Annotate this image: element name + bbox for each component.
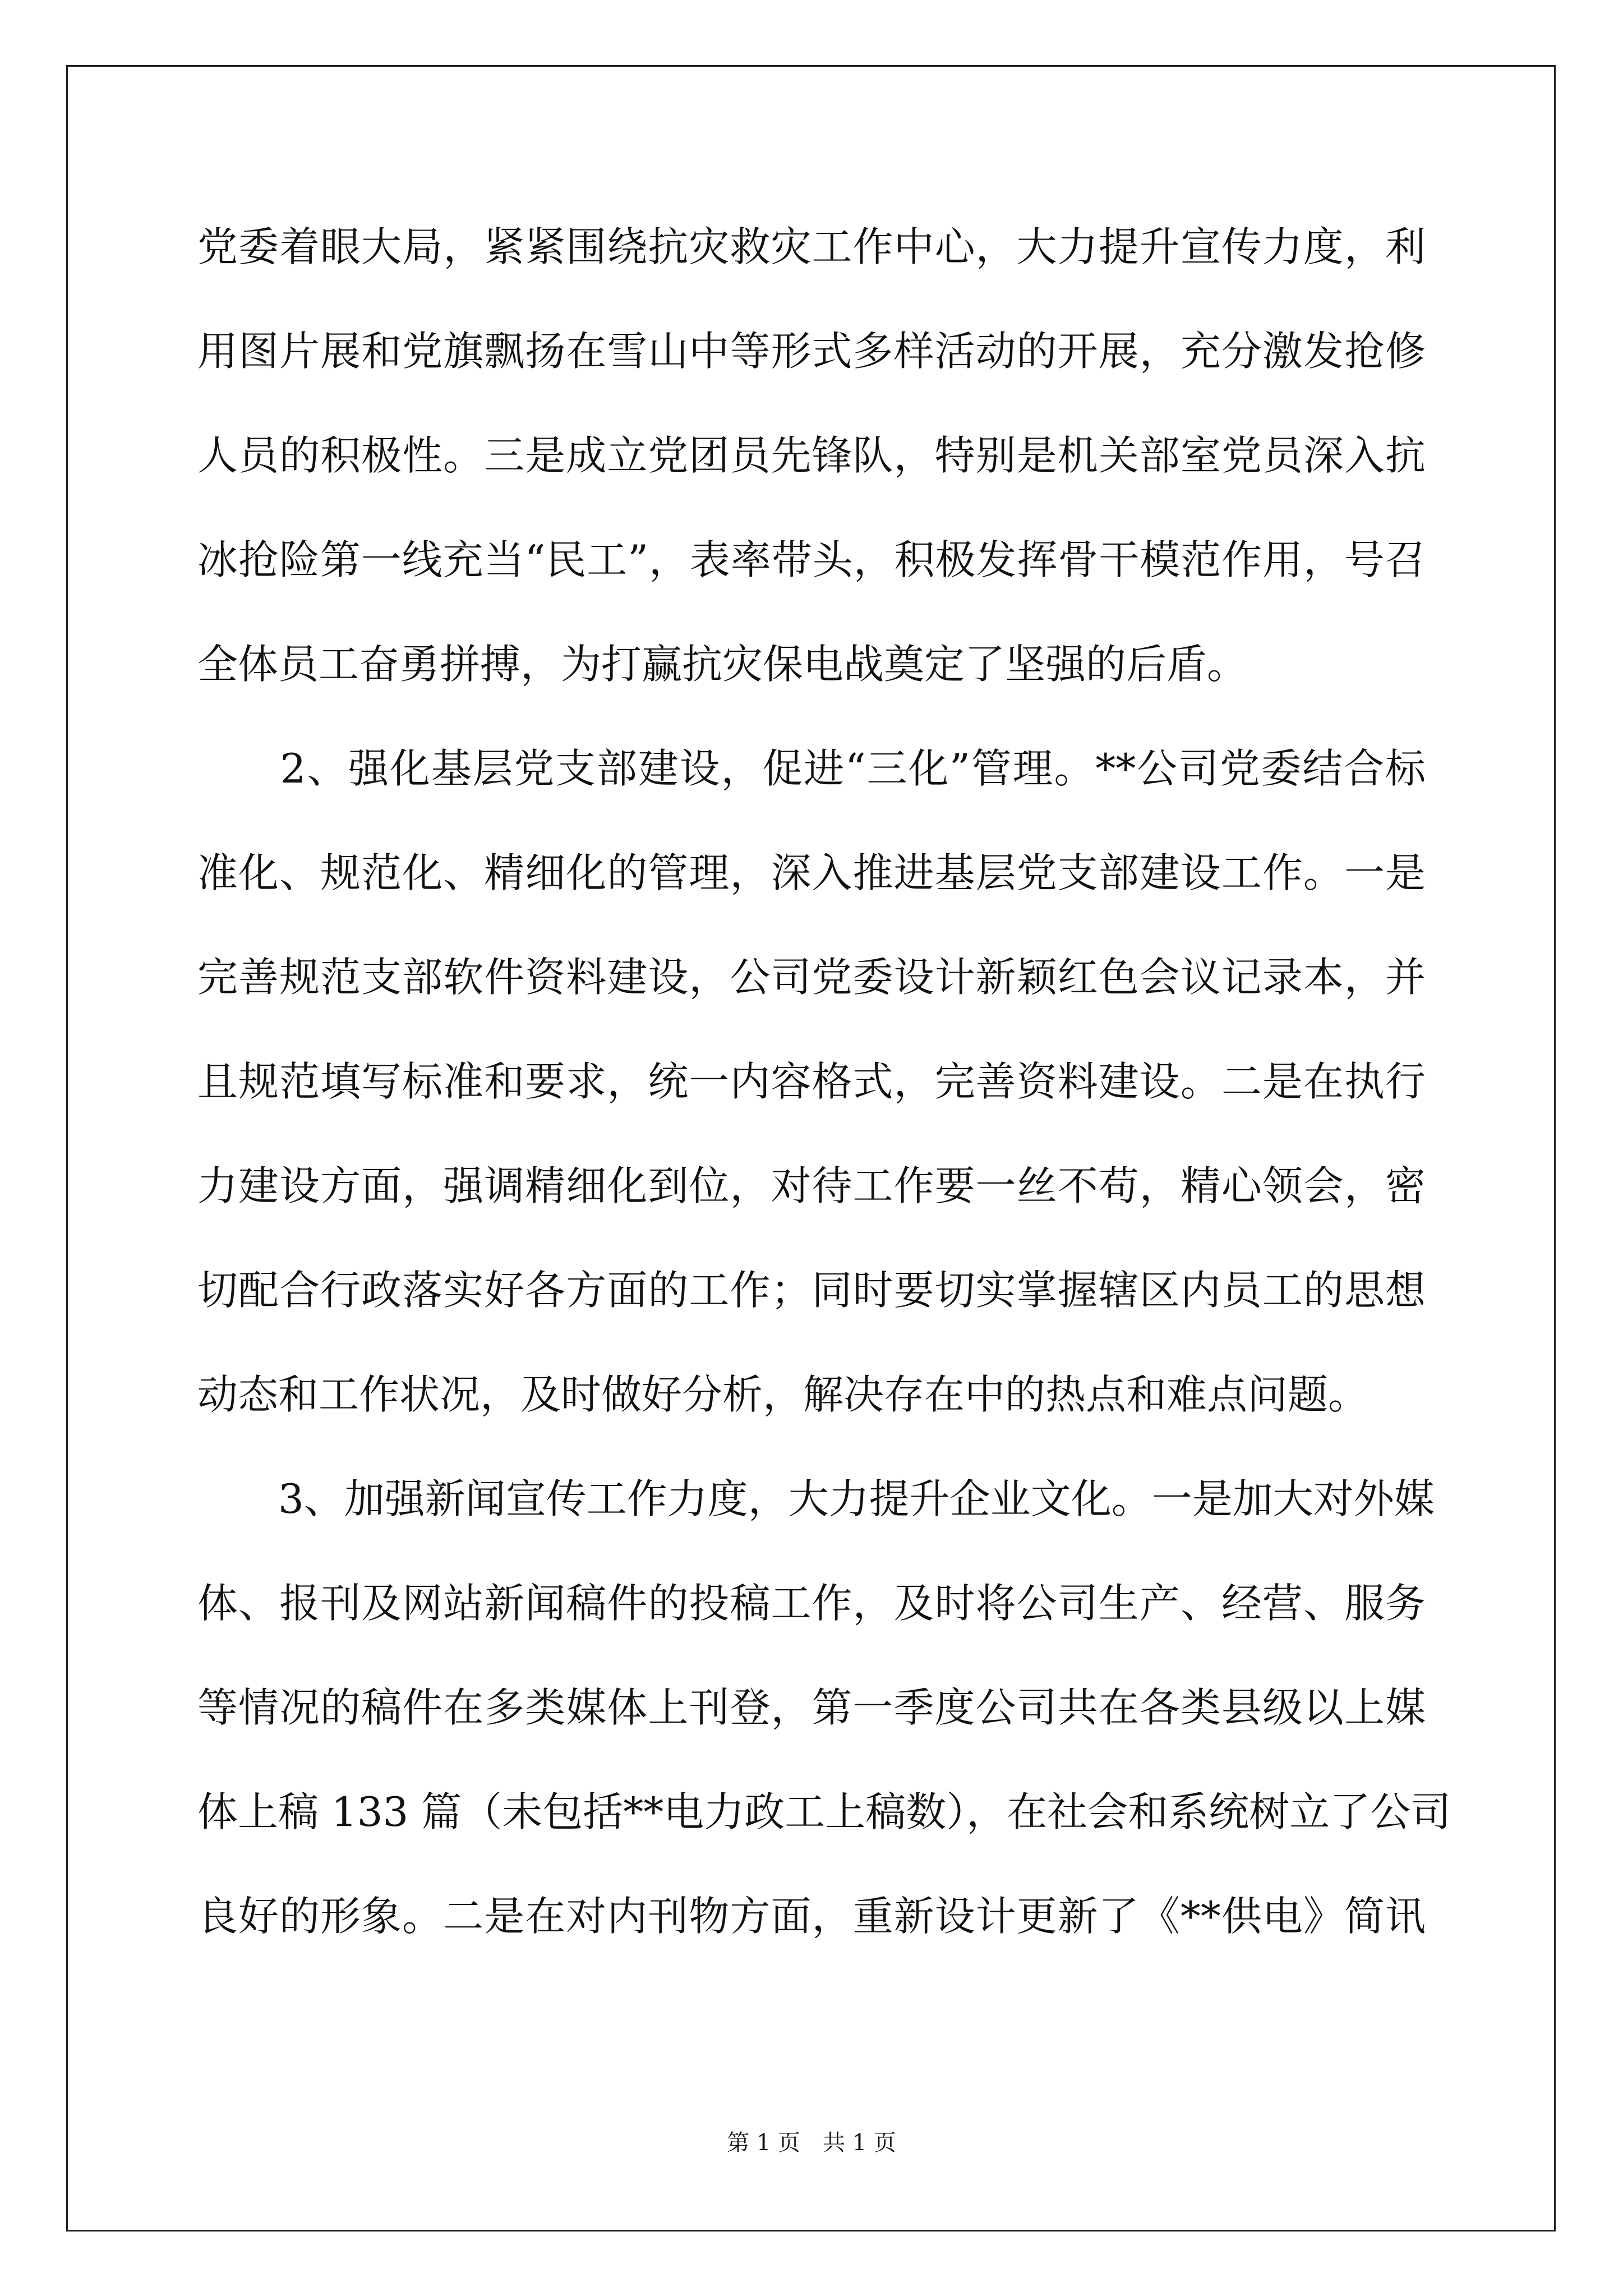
text-line: 力建设方面，强调精细化到位，对待工作要一丝不苟，精心领会，密 [197, 1162, 1426, 1209]
text-line: 完善规范支部软件资料建设，公司党委设计新颖红色会议记录本，并 [197, 954, 1426, 1001]
text-line: 准化、规范化、精细化的管理，深入推进基层党支部建设工作。一是 [197, 849, 1426, 896]
text-line: 冰抢险第一线充当“民工”，表率带头，积极发挥骨干模范作用，号召 [197, 536, 1426, 583]
text-line: 体、报刊及网站新闻稿件的投稿工作，及时将公司生产、经营、服务 [197, 1580, 1426, 1627]
text-line: 动态和工作状况，及时做好分析，解决存在中的热点和难点问题。 [197, 1371, 1369, 1418]
text-line: 党委着眼大局，紧紧围绕抗灾救灾工作中心，大力提升宣传力度，利 [197, 223, 1426, 270]
text-line: 且规范填写标准和要求，统一内容格式，完善资料建设。二是在执行 [197, 1058, 1426, 1105]
text-line: 等情况的稿件在多类媒体上刊登，第一季度公司共在各类县级以上媒 [197, 1684, 1426, 1731]
text-line: 人员的积极性。三是成立党团员先锋队，特别是机关部室党员深入抗 [197, 432, 1426, 479]
text-line: 全体员工奋勇拼搏，为打赢抗灾保电战奠定了坚强的后盾。 [197, 641, 1248, 688]
page-number: 第 1 页 共 1 页 [727, 2130, 896, 2156]
text-line: 体上稿 133 篇（未包括**电力政工上稿数），在社会和系统树立了公司 [197, 1788, 1451, 1835]
text-line: 2、强化基层党支部建设，促进“三化”管理。**公司党委结合标 [197, 745, 1426, 792]
text-line: 切配合行政落实好各方面的工作；同时要切实掌握辖区内员工的思想 [197, 1267, 1426, 1314]
text-line: 3、加强新闻宣传工作力度，大力提升企业文化。一是加大对外媒 [197, 1475, 1435, 1522]
text-line: 用图片展和党旗飘扬在雪山中等形式多样活动的开展，充分激发抢修 [197, 328, 1426, 375]
text-line: 良好的形象。二是在对内刊物方面，重新设计更新了《**供电》简讯 [197, 1893, 1426, 1940]
